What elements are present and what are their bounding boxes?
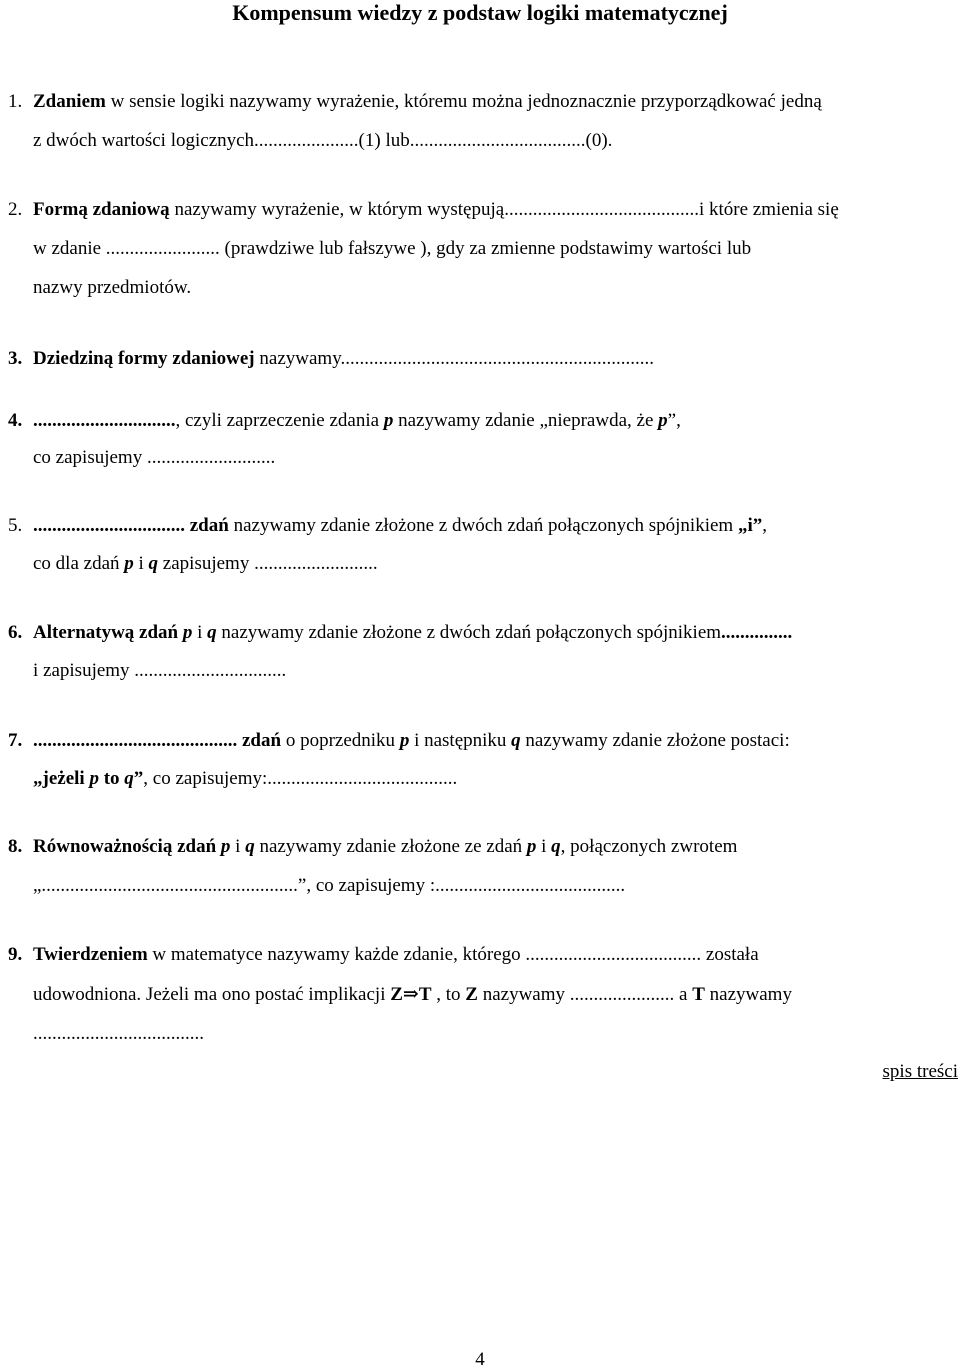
item-2-number: 2.: [8, 199, 23, 220]
item-2-line-1: Formą zdaniową nazywamy wyrażenie, w którym występują.........................................i które zmienia się: [33, 199, 839, 220]
item-5-line-1: ................................ zdań nazywamy zdanie złożone z dwóch zdań połączonych spójnikiem „i”,: [33, 515, 767, 536]
item-9-line-3: ....................................: [33, 1023, 204, 1044]
page-title: Kompensum wiedzy z podstaw logiki matematycznej: [232, 0, 728, 25]
item-5-line-2: co dla zdań p i q zapisujemy ..........................: [33, 553, 378, 574]
item-9-number: 9.: [8, 944, 23, 965]
item-4-line-2: co zapisujemy ...........................: [33, 447, 276, 468]
item-2-line-3: nazwy przedmiotów.: [33, 277, 192, 298]
item-7-line-2: „jeżeli p to q”, co zapisujemy:........................................: [33, 768, 458, 789]
item-6-number: 6.: [8, 622, 23, 643]
item-6-line-1: Alternatywą zdań p i q nazywamy zdanie złożone z dwóch zdań połączonych spójnikiem...............: [33, 622, 793, 643]
table-of-contents-link[interactable]: spis treści: [882, 1061, 958, 1082]
item-9-line-2: udowodniona. Jeżeli ma ono postać implikacji Z⇒T , to Z nazywamy ...................... a T nazywamy: [33, 984, 792, 1005]
item-1-line-2: z dwóch wartości logicznych......................(1) lub.....................................(0).: [33, 130, 613, 151]
item-4-number: 4.: [8, 410, 23, 431]
item-8-number: 8.: [8, 836, 23, 857]
item-5-number: 5.: [8, 515, 23, 536]
item-4-line-1: .............................., czyli zaprzeczenie zdania p nazywamy zdanie „nieprawda, że p”,: [33, 410, 681, 431]
item-6-line-2: i zapisujemy ................................: [33, 660, 287, 681]
item-8-line-2: „......................................................”, co zapisujemy :........................................: [33, 875, 626, 896]
item-7-number: 7.: [8, 730, 23, 751]
item-1-line-1: Zdaniem w sensie logiki nazywamy wyrażenie, któremu można jednoznacznie przyporządkować jedną: [33, 91, 822, 112]
item-2-line-2: w zdanie ........................ (prawdziwe lub fałszywe ), gdy za zmienne podstawimy wartości lub: [33, 238, 752, 259]
item-3-line-1: Dziedziną formy zdaniowej nazywamy..................................................................: [33, 348, 654, 369]
item-9-line-1: Twierdzeniem w matematyce nazywamy każde zdanie, którego ..................................... została: [33, 944, 759, 965]
item-3-number: 3.: [8, 348, 23, 369]
item-1-number: 1.: [8, 91, 23, 112]
item-8-line-1: Równoważnością zdań p i q nazywamy zdanie złożone ze zdań p i q, połączonych zwrotem: [33, 836, 738, 857]
item-7-line-1: ........................................... zdań o poprzedniku p i następniku q nazywamy zdanie złożone postaci:: [33, 730, 790, 751]
page-number: 4: [475, 1349, 485, 1370]
